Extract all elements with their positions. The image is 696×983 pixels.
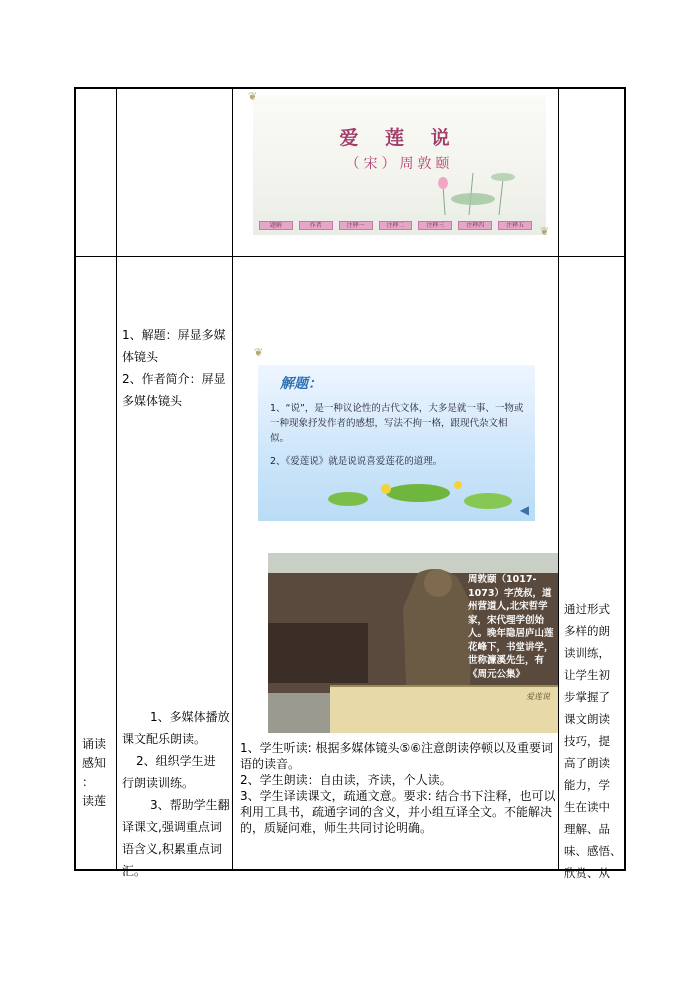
teacher-activity-intro: 1、解题：屏显多媒 体镜头 2、作者简介：屏显 多媒体镜头 bbox=[122, 328, 226, 408]
slide-title-ailianshuo bbox=[253, 95, 546, 235]
lotus-leaves-illustration bbox=[298, 471, 535, 521]
corner-ornament-icon: ❦ bbox=[254, 346, 264, 359]
stage-label: 诵读 感知 ： 读莲 bbox=[82, 737, 107, 808]
slide-author: （宋）周敦颐 bbox=[345, 156, 454, 172]
slide-body: 1、“说”，是一种议论性的古代文体，大多是就一事、一物或一种现象抒发作者的感想，写法不拘一格，跟现代杂文相似。 2、《爱莲说》就是说说喜爱莲花的道理。 bbox=[270, 403, 524, 467]
nav-item: 作者 bbox=[299, 221, 333, 230]
book-title: 爱莲说 bbox=[526, 692, 550, 701]
slide-author-photo bbox=[268, 553, 558, 733]
nav-item: 注释五 bbox=[498, 221, 532, 230]
back-arrow-icon[interactable]: ◀ bbox=[519, 503, 529, 517]
nav-item: 注释一 bbox=[339, 221, 373, 230]
book-scroll bbox=[330, 685, 558, 733]
col-divider-2 bbox=[232, 87, 233, 871]
nav-item: 题解 bbox=[259, 221, 293, 230]
author-caption: 周敦颐（1017-1073）字茂叔，道州营道人,北宋哲学家，宋代理学创始人。晚年隐居庐山莲花峰下，书堂讲学，世称濂溪先生，有《周元公集》 bbox=[468, 574, 554, 680]
col-divider-1 bbox=[116, 87, 117, 871]
corner-ornament-icon: ❦ bbox=[540, 225, 550, 238]
teacher-activity-reading: 1、多媒体播放 课文配乐朗读。 2、组织学生进 行朗读训练。 3、帮助学生翻 译课文,强调重点词 语含义,积累重点词 汇。 bbox=[122, 710, 230, 878]
lotus-illustration bbox=[403, 165, 533, 215]
nav-item: 注释四 bbox=[458, 221, 492, 230]
corner-ornament-icon: ❦ bbox=[248, 90, 258, 103]
slide-nav-bar bbox=[259, 221, 532, 230]
nav-item: 注释二 bbox=[379, 221, 413, 230]
col-divider-3 bbox=[558, 87, 559, 871]
student-activities: 1、学生听读: 根据多媒体镜头⑤⑥注意朗读停顿以及重要词 语的读音。 2、学生朗读：自由读，齐读，个人读。 3、学生译读课文，疏通文意。要求: 结合书下注释，也可以 利用工具书，疏通字词的含义，并小组互译全文。不能解决 的，质疑问难，师生共同讨论明确。 bbox=[240, 741, 556, 835]
slide-explanation bbox=[258, 365, 535, 521]
slide-title: 爱 莲 说 bbox=[339, 127, 460, 149]
design-intent: 通过形式 多样的朗 读训练， 让学生初 步掌握了 课文朗读 技巧，提 高了朗读 能力，学 生在读中 理解、品 味、感悟、 欣赏、从 bbox=[564, 602, 622, 880]
nav-item: 注释三 bbox=[418, 221, 452, 230]
slide-heading: 解题： bbox=[280, 376, 322, 392]
row-divider bbox=[74, 256, 626, 257]
